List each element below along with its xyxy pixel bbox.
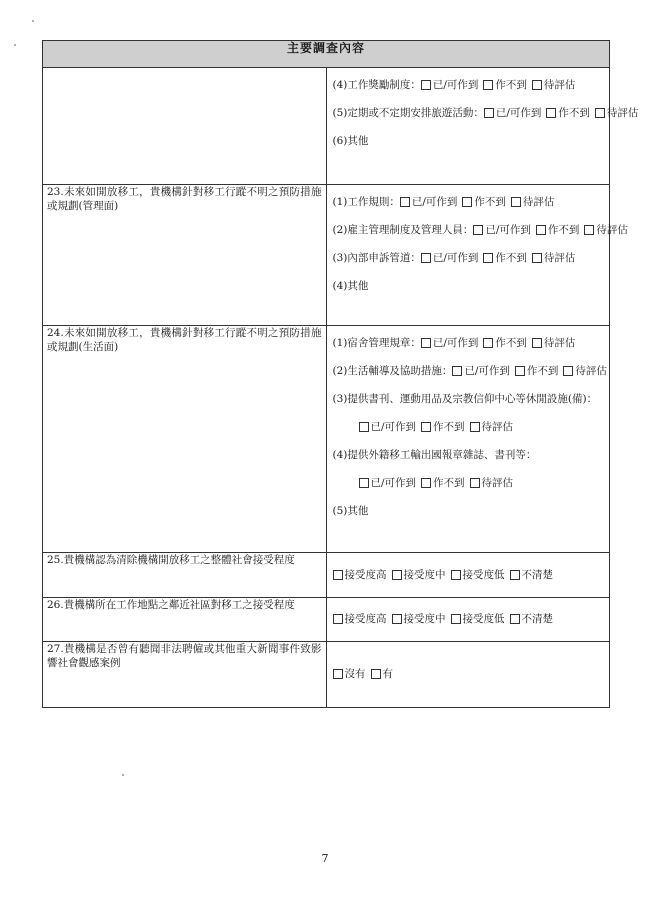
checkbox-option[interactable] [595,106,639,120]
checkbox-option[interactable] [452,364,510,378]
page-number: 7 [321,852,329,865]
option-label: 作不到 [495,79,527,91]
scan-speck [14,44,16,46]
checkbox-option[interactable] [470,420,514,434]
option-label: 待評估 [606,107,639,119]
option-label: 不清楚 [521,568,553,581]
answer-cell [326,598,610,642]
checkbox-option[interactable] [359,476,417,490]
option-label: 接受度高 [344,568,387,581]
option-label: 待評估 [596,224,628,236]
option-label: 已/可作到 [411,196,458,208]
table-row [43,185,610,326]
answer-line [333,497,604,525]
survey-table [42,40,639,708]
checkbox-option[interactable] [483,78,527,92]
item-label: (2)雇主管理制度及管理人員： [332,224,474,236]
question-cell: 26.貴機構所在工作地點之鄰近社區對移工之接受程度 [43,598,327,642]
option-label: 沒有 [344,668,366,680]
checkbox[interactable] [359,478,369,488]
option-label: 作不到 [547,224,580,236]
checkbox-option[interactable] [511,195,555,209]
checkbox-option[interactable] [371,667,394,681]
checkbox-option[interactable] [333,667,366,681]
checkbox-option[interactable] [584,223,628,237]
option-label: 待評估 [543,337,576,349]
option-label: 作不到 [474,196,506,208]
answer-line [333,272,604,300]
question-cell: 23.未來如開放移工，貴機構針對移工行蹤不明之預防措施或規劃(管理面) [43,185,327,326]
item-label: (5)定期或不定期安排旅遊活動： [332,107,484,119]
option-label: 待評估 [481,421,514,433]
checkbox[interactable] [595,108,605,118]
table-row [43,642,610,708]
checkbox-option[interactable] [359,420,417,434]
answer-line [333,561,604,589]
checkbox-option[interactable] [510,612,554,626]
checkbox[interactable] [510,570,520,580]
item-label: (3)提供書刊、運動用品及宗教信仰中心等休閒設施(備)： [332,393,598,405]
item-label: (2)生活輔導及協助措施： [332,365,453,377]
checkbox-option[interactable] [483,336,527,350]
checkbox-option[interactable] [484,106,542,120]
checkbox-option[interactable] [532,251,576,265]
checkbox[interactable] [473,225,483,235]
checkbox-option[interactable] [532,78,576,92]
checkbox[interactable] [451,570,461,580]
checkbox-option[interactable] [532,336,576,350]
checkbox-option[interactable] [421,336,479,350]
checkbox[interactable] [515,366,525,376]
answer-cell [326,185,628,326]
scan-speck [122,774,124,776]
checkbox[interactable] [483,80,493,90]
option-label: 已/可作到 [485,224,531,236]
option-label: 待評估 [481,477,514,489]
item-label: (4)提供外籍移工輸出國報章雜誌、書刊等： [332,449,537,461]
answer-line [333,244,604,272]
answer-line [333,469,604,497]
table-row [43,326,610,553]
checkbox-option[interactable] [536,223,580,237]
checkbox-option[interactable] [421,251,479,265]
survey-body [43,68,639,708]
table-header: 主要調查內容 [43,41,610,68]
option-label: 作不到 [495,337,527,349]
option-label: 作不到 [433,421,465,433]
item-label: (1)工作規則： [332,196,400,208]
question-cell: 27.貴機構是否曾有聽聞非法聘僱或其他重大新聞事件致影響社會觀感案例 [43,642,327,708]
answer-line [333,660,604,688]
answer-line [333,127,604,155]
answer-line [333,188,604,216]
option-label: 待評估 [575,365,607,377]
option-label: 已/可作到 [370,421,417,433]
answer-cell [326,642,610,708]
item-label: (3)內部申訴管道： [332,252,421,264]
checkbox[interactable] [484,108,494,118]
answer-line [332,99,639,127]
answer-cell [326,326,610,553]
checkbox[interactable] [392,570,402,580]
checkbox[interactable] [470,478,480,488]
checkbox[interactable] [584,225,594,235]
item-label: (4)工作獎勵制度： [332,79,421,91]
checkbox-option[interactable] [451,568,505,582]
answer-line [332,357,607,385]
checkbox-option[interactable] [333,568,387,582]
option-label: 待評估 [522,196,555,208]
checkbox-option[interactable] [333,612,387,626]
option-label: 已/可作到 [495,107,542,119]
checkbox-option[interactable] [421,420,465,434]
item-label: (5)其他 [332,505,369,517]
checkbox[interactable] [333,669,343,679]
option-label: 作不到 [526,365,559,377]
answer-line [333,441,604,469]
checkbox-option[interactable] [462,195,506,209]
checkbox[interactable] [333,614,343,624]
answer-line [333,71,604,99]
option-label: 待評估 [543,79,576,91]
item-label: (4)其他 [332,280,369,292]
answer-line [332,216,628,244]
option-label: 已/可作到 [432,252,479,264]
checkbox-option[interactable] [400,195,458,209]
checkbox-option[interactable] [563,364,607,378]
checkbox-option[interactable] [470,476,514,490]
item-label: (1)宿舍管理規章： [332,337,421,349]
checkbox-option[interactable] [392,568,446,582]
table-row [43,68,610,185]
checkbox[interactable] [421,422,431,432]
option-label: 已/可作到 [432,337,479,349]
checkbox[interactable] [483,253,493,263]
checkbox-option[interactable] [510,568,554,582]
checkbox[interactable] [421,478,431,488]
checkbox[interactable] [462,197,472,207]
option-label: 不清楚 [521,613,553,625]
checkbox[interactable] [510,614,520,624]
checkbox[interactable] [470,422,480,432]
table-row [43,553,610,598]
checkbox[interactable] [511,197,521,207]
checkbox[interactable] [452,366,462,376]
option-label: 接受度中 [403,568,446,581]
checkbox-option[interactable] [473,223,531,237]
question-cell: 24.未來如開放移工，貴機構針對移工行蹤不明之預防措施或規劃(生活面) [43,326,327,553]
option-label: 已/可作到 [432,79,479,91]
question-cell: 25.貴機構認為清除機構開放移工之整體社會接受程度 [43,553,327,598]
checkbox-option[interactable] [515,364,559,378]
answer-line [333,329,604,357]
checkbox[interactable] [532,253,542,263]
answer-line [333,413,604,441]
checkbox[interactable] [421,338,431,348]
checkbox[interactable] [421,80,431,90]
checkbox-option[interactable] [483,251,527,265]
checkbox[interactable] [400,197,410,207]
checkbox[interactable] [371,669,381,679]
checkbox[interactable] [421,253,431,263]
checkbox[interactable] [392,614,402,624]
checkbox[interactable] [359,422,369,432]
answer-cell [326,68,639,185]
option-label: 接受度低 [462,613,505,625]
checkbox[interactable] [536,225,546,235]
item-label: (6)其他 [332,135,369,147]
scan-speck [32,20,34,22]
checkbox[interactable] [532,338,542,348]
answer-line [333,605,604,633]
option-label: 接受度高 [344,613,387,625]
checkbox-option[interactable] [392,612,446,626]
option-label: 已/可作到 [370,477,417,489]
table-row [43,598,610,642]
checkbox[interactable] [563,366,573,376]
checkbox-option[interactable] [546,106,590,120]
checkbox[interactable] [333,570,343,580]
option-label: 有 [382,668,393,680]
answer-cell [326,553,610,598]
answer-line [333,385,604,413]
option-label: 接受度低 [462,568,505,581]
option-label: 待評估 [543,252,576,264]
checkbox[interactable] [483,338,493,348]
checkbox[interactable] [532,80,542,90]
checkbox[interactable] [451,614,461,624]
checkbox-option[interactable] [421,476,465,490]
table-header-row [43,41,610,68]
option-label: 作不到 [558,107,590,119]
question-cell [43,68,327,185]
checkbox-option[interactable] [451,612,505,626]
checkbox[interactable] [546,108,556,118]
option-label: 作不到 [495,252,527,264]
option-label: 已/可作到 [464,365,510,377]
checkbox-option[interactable] [421,78,479,92]
option-label: 接受度中 [403,613,446,625]
option-label: 作不到 [433,477,465,489]
